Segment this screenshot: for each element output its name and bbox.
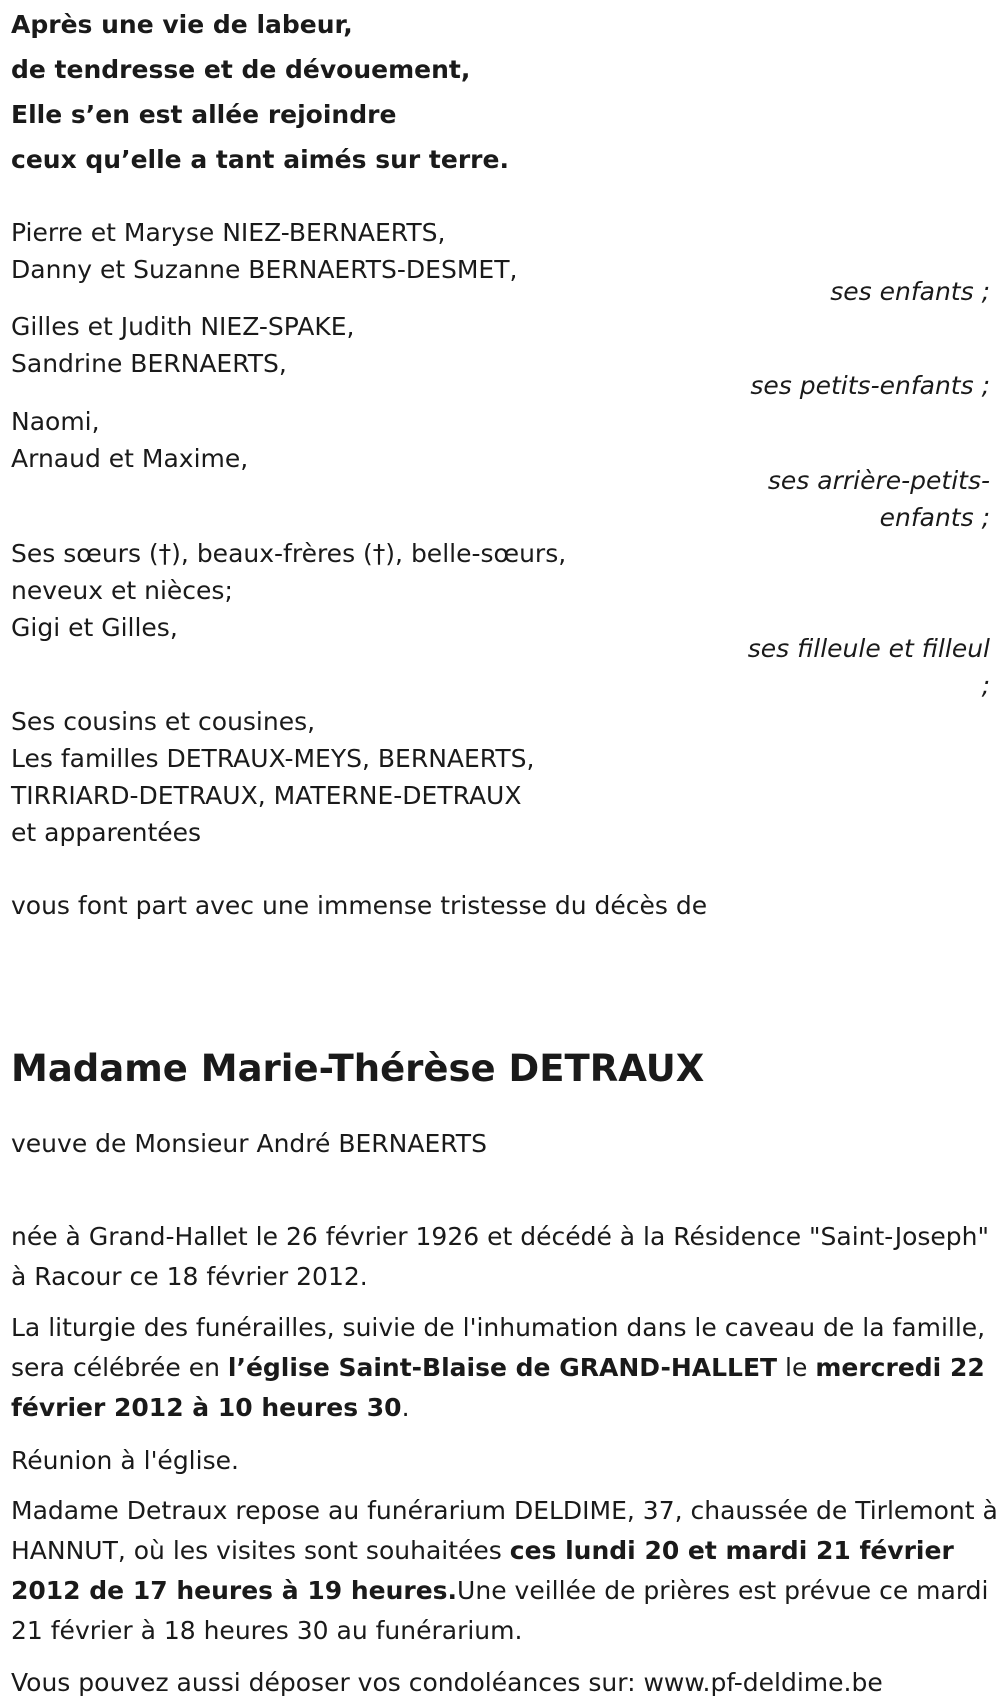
epigraph-line-1: Après une vie de labeur, xyxy=(11,10,353,39)
grandchildren-name-1: Gilles et Judith NIEZ-SPAKE, xyxy=(11,312,355,341)
birth-death-paragraph: née à Grand-Hallet le 26 février 1926 et décédé à la Résidence "Saint-Joseph" à Racour ce 18 février 2012. xyxy=(11,1222,990,1291)
great-grandchildren-name-1: Naomi, xyxy=(11,407,100,436)
godchildren-relation-2: ; xyxy=(981,671,990,700)
visitation-dates: ces lundi 20 et mardi 21 février 2012 de 17 heures à 19 heures. xyxy=(11,1536,954,1605)
deceased-name: Madame Marie-Thérèse DETRAUX xyxy=(11,1047,705,1090)
grandchildren-relation: ses petits-enfants ; xyxy=(750,371,990,400)
funeral-church: l’église Saint-Blaise de GRAND-HALLET xyxy=(227,1353,778,1382)
funeral-paragraph xyxy=(11,1308,1000,1428)
children-relation: ses enfants ; xyxy=(830,277,990,306)
cousins-line-4: et apparentées xyxy=(11,818,202,847)
cousins-line-2: Les familles DETRAUX-MEYS, BERNAERTS, xyxy=(11,744,535,773)
meeting-text: Réunion à l'église. xyxy=(11,1446,239,1475)
siblings-line-1: Ses sœurs (†), beaux-frères (†), belle-sœurs, xyxy=(11,539,567,568)
cousins-line-3: TIRRIARD-DETRAUX, MATERNE-DETRAUX xyxy=(11,781,522,810)
funeral-text-1: La liturgie des funérailles, suivie de l'inhumation dans le caveau de la famille, sera célébrée en xyxy=(11,1313,986,1382)
funeral-text-2: le xyxy=(777,1353,816,1382)
epigraph-line-4: ceux qu’elle a tant aimés sur terre. xyxy=(11,145,509,174)
funeral-date: mercredi 22 février 2012 à 10 heures 30 xyxy=(11,1353,985,1422)
condolences-text: Vous pouvez aussi déposer vos condoléances sur: www.pf-deldime.be xyxy=(11,1668,883,1697)
announcement-text: vous font part avec une immense tristesse du décès de xyxy=(11,891,708,920)
siblings-line-2: neveux et nièces; xyxy=(11,576,233,605)
great-grandchildren-name-2: Arnaud et Maxime, xyxy=(11,444,249,473)
godchildren-relation-1: ses filleule et filleul xyxy=(747,634,990,663)
children-name-2: Danny et Suzanne BERNAERTS-DESMET, xyxy=(11,255,518,284)
children-name-1: Pierre et Maryse NIEZ-BERNAERTS, xyxy=(11,218,446,247)
great-grandchildren-relation-2: enfants ; xyxy=(879,503,990,532)
cousins-line-1: Ses cousins et cousines, xyxy=(11,707,316,736)
grandchildren-name-2: Sandrine BERNAERTS, xyxy=(11,349,287,378)
visitation-paragraph xyxy=(11,1491,1000,1651)
funeral-text-3: . xyxy=(401,1393,410,1422)
siblings-line-3: Gigi et Gilles, xyxy=(11,613,178,642)
epigraph-line-3: Elle s’en est allée rejoindre xyxy=(11,100,397,129)
widow-of-text: veuve de Monsieur André BERNAERTS xyxy=(11,1129,487,1158)
epigraph-line-2: de tendresse et de dévouement, xyxy=(11,55,471,84)
visitation-text-1: Madame Detraux repose au funérarium DELDIME, 37, chaussée de Tirlemont à HANNUT, où les visites sont souhaitées xyxy=(11,1496,998,1565)
visitation-text-2: Une veillée de prières est prévue ce mardi 21 février à 18 heures 30 au funérarium. xyxy=(11,1576,989,1645)
great-grandchildren-relation-1: ses arrière-petits- xyxy=(767,466,990,495)
